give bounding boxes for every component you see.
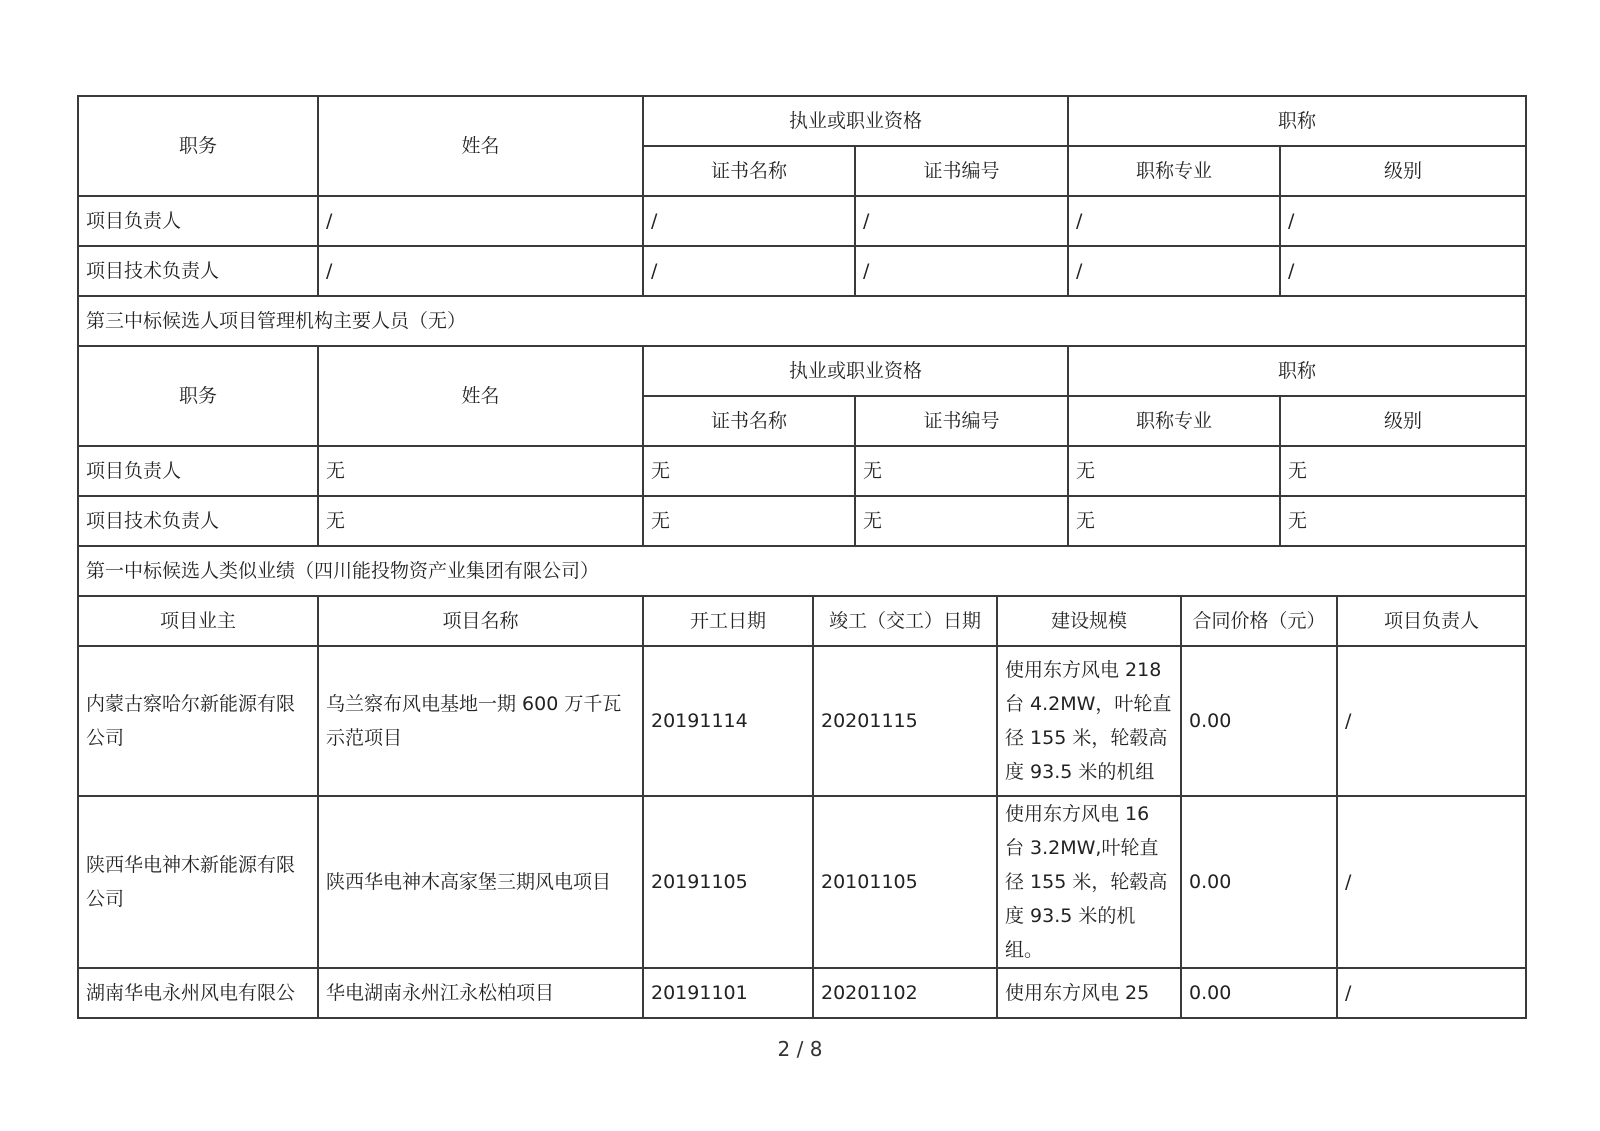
section-title-row: [78, 296, 1526, 346]
cell-name: /: [318, 246, 643, 296]
table-row: [78, 646, 1526, 796]
header-contract-price: 合同价格（元）: [1181, 596, 1337, 646]
personnel-table: [77, 95, 1527, 597]
cell-cert-name: /: [643, 196, 855, 246]
header-cert-no: 证书编号: [855, 396, 1068, 446]
header-name: 姓名: [318, 96, 643, 196]
header-name: 姓名: [318, 346, 643, 446]
cell-name: 无: [318, 496, 643, 546]
header-project-name: 项目名称: [318, 596, 643, 646]
cell-specialty: 无: [1068, 446, 1280, 496]
header-position: 职务: [78, 346, 318, 446]
cell-specialty: 无: [1068, 496, 1280, 546]
cell-project-name: 华电湖南永州江永松柏项目: [318, 968, 643, 1018]
cell-cert-name: /: [643, 246, 855, 296]
cell-end-date: 20201115: [813, 646, 997, 796]
header-cert-no: 证书编号: [855, 146, 1068, 196]
cell-level: 无: [1280, 496, 1526, 546]
cell-specialty: /: [1068, 196, 1280, 246]
header-row: [78, 346, 1526, 396]
cell-cert-no: /: [855, 246, 1068, 296]
cell-level: /: [1280, 246, 1526, 296]
cell-cert-no: 无: [855, 496, 1068, 546]
cell-project-name: 陕西华电神木高家堡三期风电项目: [318, 796, 643, 968]
header-scale: 建设规模: [997, 596, 1181, 646]
header-cert-name: 证书名称: [643, 396, 855, 446]
header-level: 级别: [1280, 146, 1526, 196]
cell-name: /: [318, 196, 643, 246]
cell-position: 项目负责人: [78, 446, 318, 496]
header-qualification: 执业或职业资格: [643, 346, 1068, 396]
cell-owner: 湖南华电永州风电有限公: [78, 968, 318, 1018]
header-owner: 项目业主: [78, 596, 318, 646]
cell-cert-name: 无: [643, 446, 855, 496]
table-row: [78, 968, 1526, 1018]
table-row: [78, 246, 1526, 296]
header-project-leader: 项目负责人: [1337, 596, 1526, 646]
cell-cert-name: 无: [643, 496, 855, 546]
cell-specialty: /: [1068, 246, 1280, 296]
cell-contract-price: 0.00: [1181, 968, 1337, 1018]
header-title: 职称: [1068, 346, 1526, 396]
cell-cert-no: 无: [855, 446, 1068, 496]
cell-level: 无: [1280, 446, 1526, 496]
header-start-date: 开工日期: [643, 596, 813, 646]
header-level: 级别: [1280, 396, 1526, 446]
cell-start-date: 20191101: [643, 968, 813, 1018]
cell-end-date: 20201102: [813, 968, 997, 1018]
cell-position: 项目技术负责人: [78, 496, 318, 546]
section-title-row: [78, 546, 1526, 596]
table-row: [78, 796, 1526, 968]
cell-level: /: [1280, 196, 1526, 246]
cell-start-date: 20191105: [643, 796, 813, 968]
cell-end-date: 20101105: [813, 796, 997, 968]
cell-project-leader: /: [1337, 646, 1526, 796]
cell-project-leader: /: [1337, 796, 1526, 968]
section-title-first-performance: 第一中标候选人类似业绩（四川能投物资产业集团有限公司）: [78, 546, 1526, 596]
cell-project-leader: /: [1337, 968, 1526, 1018]
header-row: [78, 596, 1526, 646]
performance-table: [77, 595, 1527, 1019]
header-row: [78, 96, 1526, 146]
cell-position: 项目技术负责人: [78, 246, 318, 296]
header-title-specialty: 职称专业: [1068, 396, 1280, 446]
cell-cert-no: /: [855, 196, 1068, 246]
cell-name: 无: [318, 446, 643, 496]
table-row: [78, 196, 1526, 246]
cell-scale: 使用东方风电 25: [997, 968, 1181, 1018]
cell-contract-price: 0.00: [1181, 646, 1337, 796]
table-row: [78, 446, 1526, 496]
header-title: 职称: [1068, 96, 1526, 146]
cell-owner: 内蒙古察哈尔新能源有限公司: [78, 646, 318, 796]
header-qualification: 执业或职业资格: [643, 96, 1068, 146]
cell-start-date: 20191114: [643, 646, 813, 796]
cell-owner: 陕西华电神木新能源有限公司: [78, 796, 318, 968]
header-cert-name: 证书名称: [643, 146, 855, 196]
cell-position: 项目负责人: [78, 196, 318, 246]
cell-scale: 使用东方风电 218 台 4.2MW，叶轮直径 155 米，轮毂高度 93.5 米的机组: [997, 646, 1181, 796]
cell-project-name: 乌兰察布风电基地一期 600 万千瓦示范项目: [318, 646, 643, 796]
header-end-date: 竣工（交工）日期: [813, 596, 997, 646]
cell-scale: 使用东方风电 16 台 3.2MW,叶轮直径 155 米，轮毂高度 93.5 米的机组。: [997, 796, 1181, 968]
table-row: [78, 496, 1526, 546]
page-number: 2 / 8: [777, 1037, 823, 1061]
section-title-third-candidate: 第三中标候选人项目管理机构主要人员（无）: [78, 296, 1526, 346]
header-position: 职务: [78, 96, 318, 196]
cell-contract-price: 0.00: [1181, 796, 1337, 968]
header-title-specialty: 职称专业: [1068, 146, 1280, 196]
document-page: [77, 95, 1525, 1019]
